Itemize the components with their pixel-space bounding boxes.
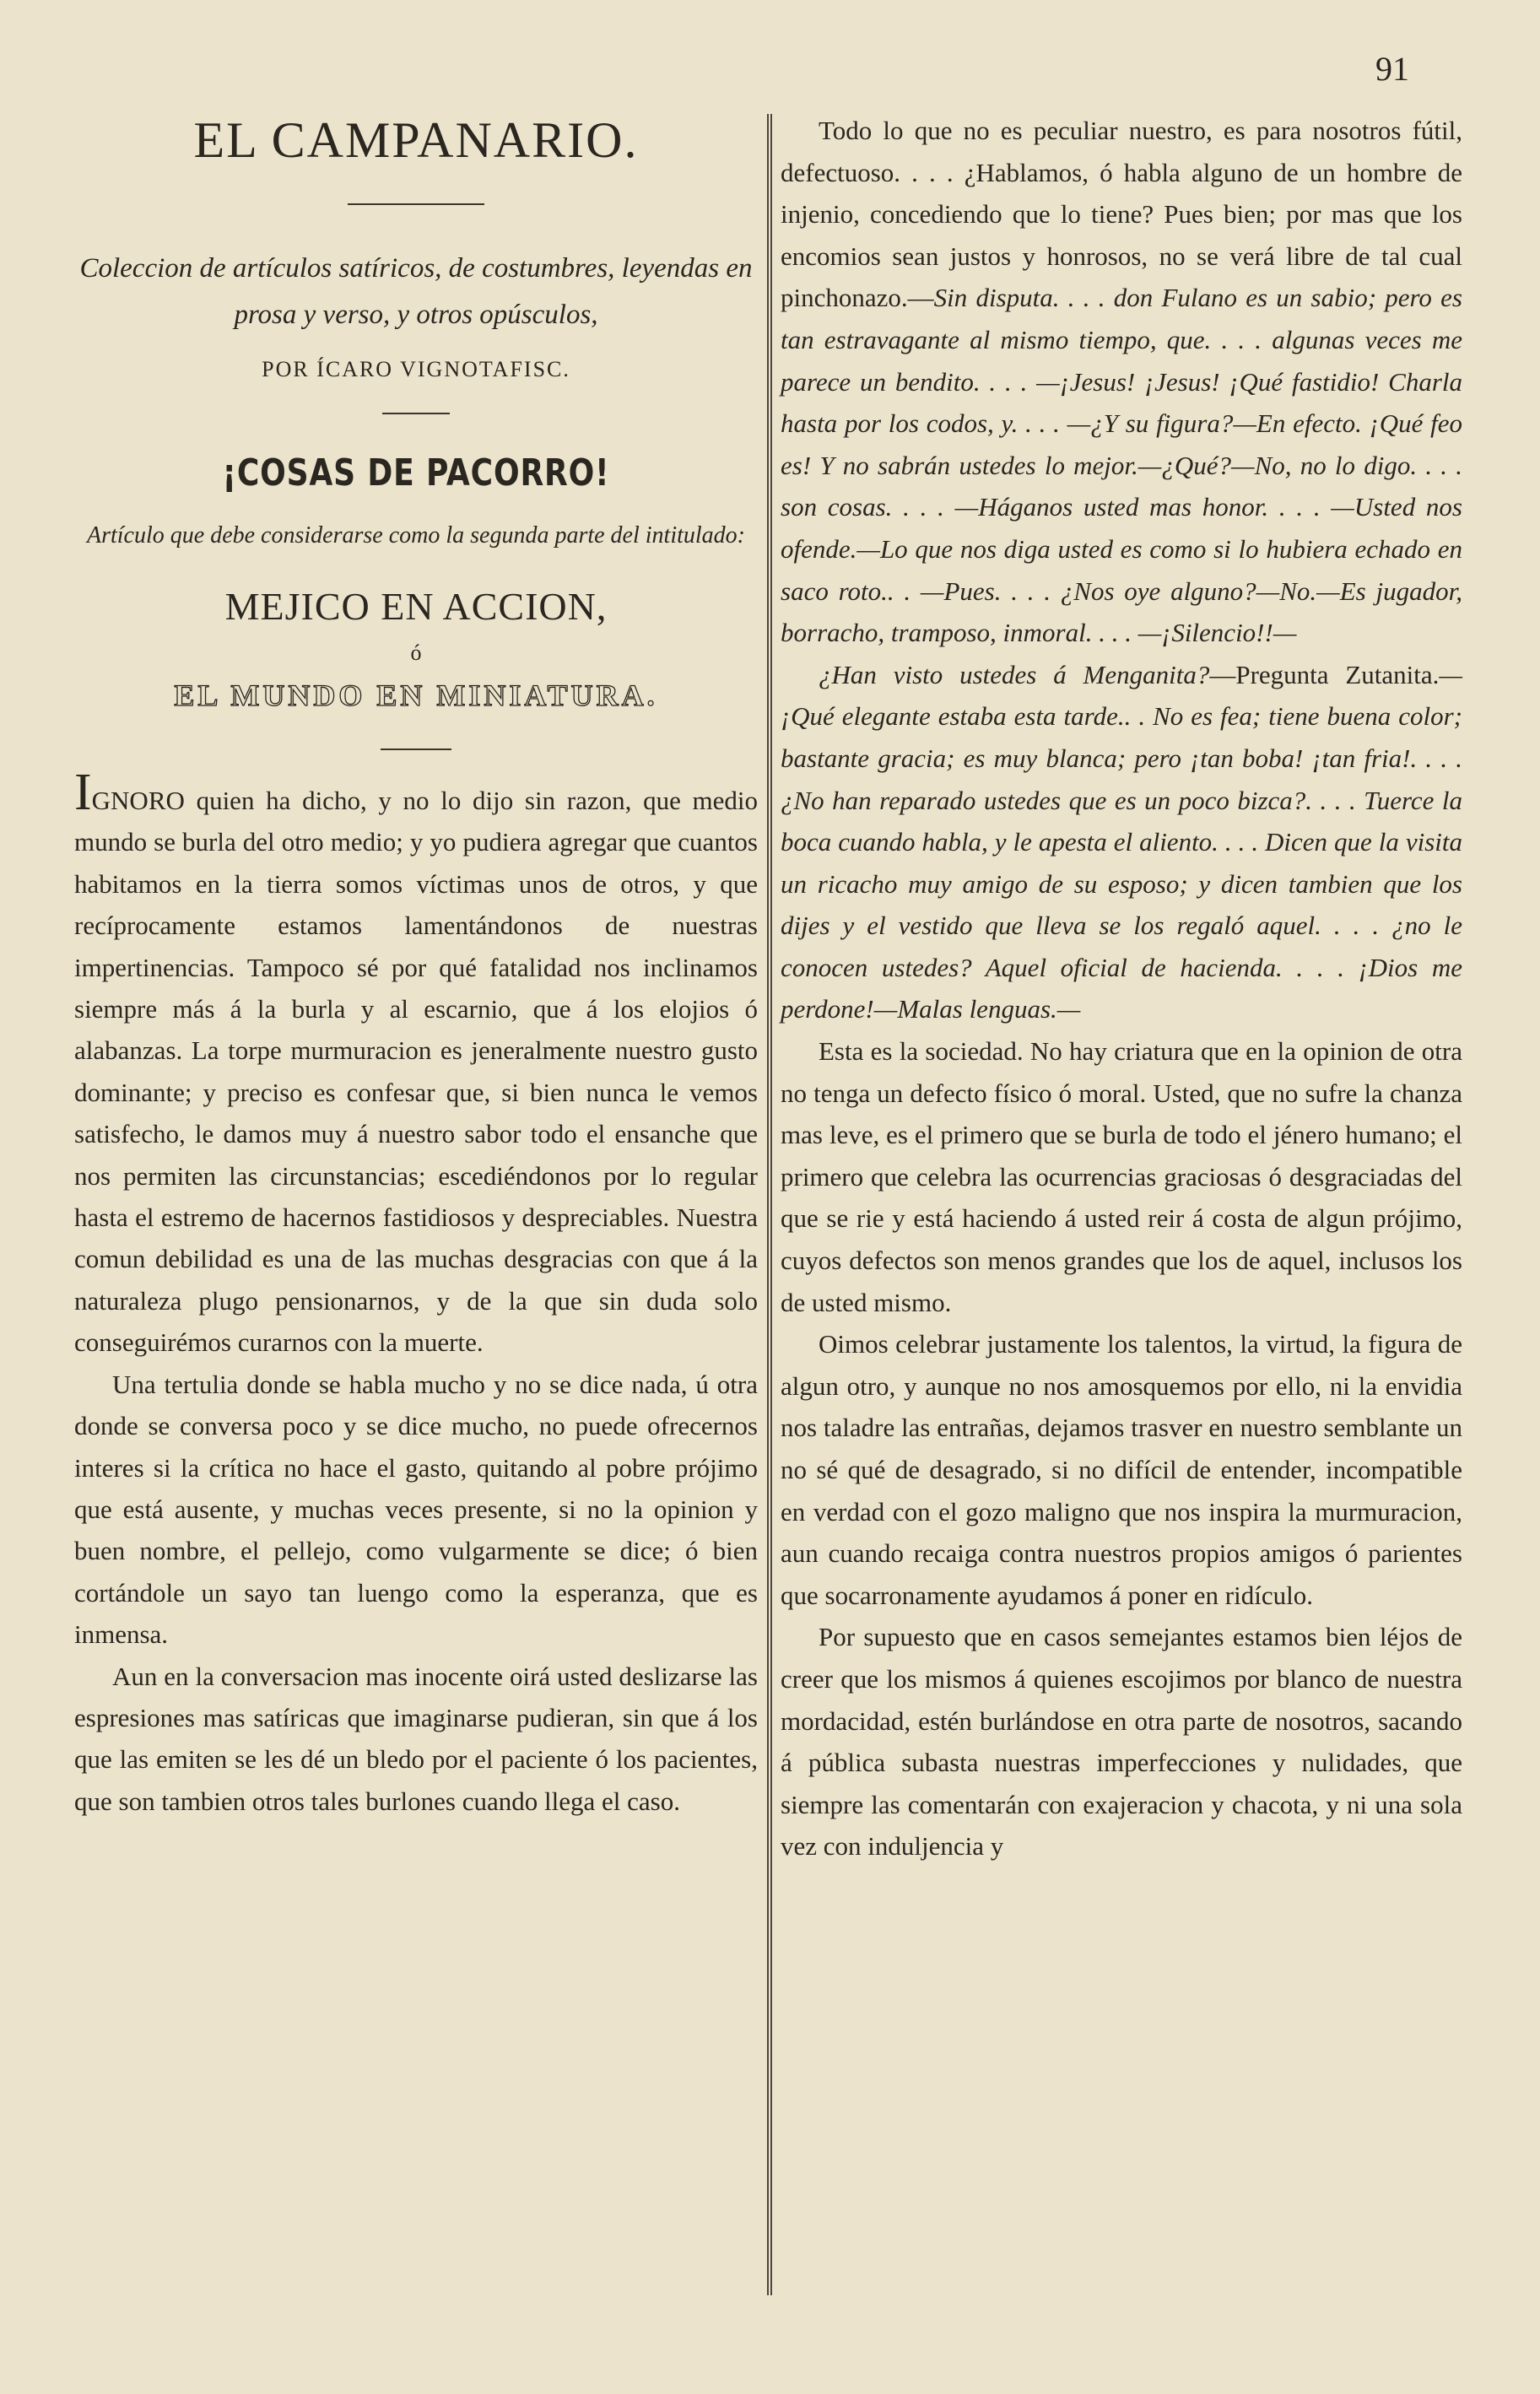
- paragraph: Una tertulia donde se habla mucho y no se dice nada, ú otra donde se conversa poco y se dice mucho, no puede ofrecernos interes si la crítica no hace el gasto, quitando al pobre prójimo que está ausente, y muchas veces presente, si no la opinion y buen nombre, el pellejo, como vulgarmente se dice; ó bien cortándole un sayo tan luengo como la esperanza, que es inmensa.: [74, 1369, 758, 1650]
- paragraph: Aun en la conversacion mas inocente oirá usted deslizarse las espresiones mas satíricas que imaginarse pudieran, sin que á los que las emiten se les dé un bledo por el paciente ó los pacientes, que son tambien otros tales burlones cuando llega el caso.: [74, 1661, 758, 1816]
- article-intro: Artículo que debe considerarse como la segunda parte del intitulado:: [87, 522, 745, 549]
- journal-author: POR ÍCARO VIGNOTAFISC.: [262, 357, 570, 381]
- article-title: MEJICO EN ACCION,: [224, 585, 608, 628]
- paragraph-text: —Pregunta Zutanita.: [1209, 659, 1440, 689]
- dialogue-text: —¡Qué elegante estaba esta tarde.. . No es fea; tiene buena color; bastante gracia; es muy blanca; pero ¡tan boba! ¡tan fria!. . . . ¿No han reparado ustedes que es un poco bizca?. . . . Tuerce la boca cuando habla, y le apesta el aliento. . . . Dicen que la visita un ricacho muy amigo de su esposo; y dicen tambien que los dijes y el vestido que lleva se los regaló aquel. . . . ¿no le conocen ustedes? Aquel oficial de hacienda. . . . ¡Dios me perdone!—Malas lenguas.—: [781, 659, 1462, 1024]
- paragraph: [781, 110, 1462, 654]
- paragraph-text: quien ha dicho, y no lo dijo sin razon, que medio mundo se burla del otro medio; y yo pudiera agregar que cuantos habitamos en la tierra somos víctimas unos de otros, y que recíprocamente estamos lamentándonos de nuestras impertinencias. Tampoco sé por qué fatalidad nos inclinamos siempre más á la burla y al escarnio, que á los elojios ó alabanzas. La torpe murmuracion es jeneralmente nuestro gusto dominante; y preciso es confesar que, si bien nunca le vemos satisfecho, le damos muy á nuestro sabor todo el ensanche que nos permiten las circunstancias; escediéndonos por lo regular hasta el estremo de hacernos fastidiosos y despreciables. Nuestra comun debilidad es una de las muchas desgracias con que á la naturaleza plugo pensionarnos, y de la que sin duda solo conseguirémos curarnos con la muerte.: [74, 786, 758, 1358]
- dialogue-text: Sin disputa. . . . don Fulano es un sabio; pero es tan estravagante al mismo tiempo, que. . . . algunas veces me parece un bendito. . . . —¡Jesus! ¡Jesus! ¡Qué fastidio! Charla hasta por los codos, y. . . . —¿Y su figura?—En efecto. ¡Qué feo es! Y no sabrán ustedes lo mejor.—¿Qué?—No, no lo digo. . . . son cosas. . . . —Háganos usted mas honor. . . . —Usted nos ofende.—Lo que nos diga usted es como si lo hubiera echado en saco roto.. . —Pues. . . . ¿Nos oye alguno?—No.—Es jugador, borracho, tramposo, inmoral. . . . —¡Silencio!!—: [781, 283, 1462, 648]
- paragraph: [781, 654, 1462, 1030]
- divider: [381, 748, 451, 750]
- divider: [348, 203, 484, 205]
- left-column: [74, 101, 758, 1822]
- drop-cap: I: [74, 764, 92, 821]
- journal-subtitle: Coleccion de artículos satíricos, de costumbres, leyendas en prosa y verso, y otros opúsculos,: [79, 253, 753, 330]
- dialogue-text: ¿Han visto ustedes á Menganita?: [819, 659, 1210, 689]
- page-number: 91: [1375, 50, 1409, 88]
- paragraph: Por supuesto que en casos semejantes estamos bien léjos de creer que los mismos á quienes escojimos por blanco de nuestra mordacidad, estén burlándose en otra parte de nosotros, sacando á pública subasta nuestras imperfecciones y nulidades, que siempre las comentarán con exajeracion y chacota, y ni una sola vez con induljencia y: [781, 1622, 1462, 1862]
- paragraph: [74, 764, 758, 1364]
- divider: [382, 413, 450, 414]
- paragraph: Oimos celebrar justamente los talentos, la virtud, la figura de algun otro, y aunque no nos amosquemos por ello, ni la envidia nos taladre las entrañas, dejamos trasver en nuestro semblante un no sé qué de desagrado, si no difícil de entender, incompatible en verdad con el gozo maligno que nos inspira la murmuracion, aun cuando recaiga contra nuestros propios amigos ó parientes que socarronamente ayudamos á poner en ridículo.: [781, 1329, 1462, 1610]
- column-rule-double: [770, 114, 772, 2295]
- article-heading: ¡COSAS DE PACORRO!: [222, 451, 610, 494]
- column-rule: [767, 114, 769, 2295]
- journal-title: EL CAMPANARIO.: [193, 112, 639, 168]
- first-word: GNORO: [91, 786, 185, 815]
- title-conjunction: ó: [410, 640, 422, 665]
- right-column: [781, 110, 1462, 1867]
- article-subtitle: EL MUNDO EN MINIATURA.: [174, 678, 658, 712]
- paragraph-text: Todo lo que no es peculiar nuestro, es para nosotros fútil, defectuoso. . . . ¿Hablamos, ó habla alguno de un hombre de injenio, concediendo que lo tiene? Pues bien; por mas que los encomios sean justos y honrosos, no se verá libre de tal cual pinchonazo.—: [781, 116, 1462, 313]
- paragraph: Esta es la sociedad. No hay criatura que en la opinion de otra no tenga un defecto físico ó moral. Usted, que no sufre la chanza mas leve, es el primero que se burla de todo el jénero humano; el primero que celebra las ocurrencias graciosas ó desgraciadas del que se rie y está haciendo á usted reir á costa de algun prójimo, cuyos defectos son menos grandes que los de aquel, inclusos los de usted mismo.: [781, 1036, 1462, 1317]
